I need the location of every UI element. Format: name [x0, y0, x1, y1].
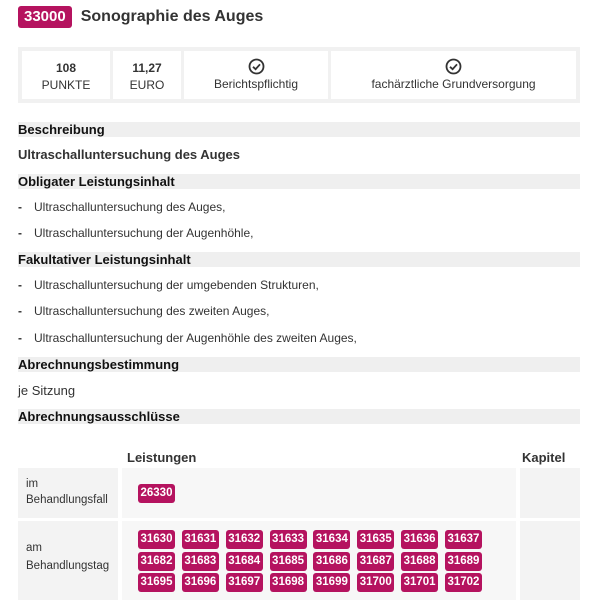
- code-badge-link[interactable]: 31632: [226, 530, 263, 549]
- berichtspflichtig-label: Berichtspflichtig: [213, 77, 299, 91]
- list-item: - Ultraschalluntersuchung der Augenhöhle des zweiten Auges,: [18, 331, 357, 345]
- code-badge: 33000: [18, 6, 72, 28]
- list-item: - Ultraschalluntersuchung der umgebenden Strukturen,: [18, 278, 319, 292]
- check-circle-icon: [331, 58, 576, 75]
- row-leistungen-behandlungstag: [122, 521, 516, 600]
- section-ausschluesse: Abrechnungsausschlüsse: [18, 409, 580, 424]
- list-item: - Ultraschalluntersuchung des zweiten Auges,: [18, 304, 270, 318]
- abrechnungsbestimmung-text: je Sitzung: [18, 383, 76, 398]
- code-badge-link[interactable]: 31683: [182, 552, 219, 571]
- header: [18, 5, 263, 29]
- row-label-behandlungsfall: [18, 468, 118, 518]
- row-kapitel-behandlungstag: [520, 521, 580, 600]
- code-badge-link[interactable]: 26330: [138, 484, 175, 503]
- euro-label: EURO: [129, 78, 165, 92]
- list-item: - Ultraschalluntersuchung des Auges,: [18, 200, 226, 214]
- code-badge-link[interactable]: 31698: [270, 573, 307, 592]
- row-leistungen-behandlungsfall: [122, 468, 516, 518]
- code-badge-link[interactable]: 31700: [357, 573, 394, 592]
- code-badge-link[interactable]: 31696: [182, 573, 219, 592]
- code-badge-link[interactable]: 31689: [445, 552, 482, 571]
- column-header-leistungen: Leistungen: [127, 450, 197, 465]
- euro-value: 11,27: [132, 61, 162, 75]
- code-badge-link[interactable]: 31702: [445, 573, 482, 592]
- row-label-behandlungstag: [18, 521, 118, 600]
- section-abrechnungsbestimmung: Abrechnungsbestimmung: [18, 357, 580, 372]
- row-label-line: Behandlungsfall: [26, 494, 108, 506]
- grundversorgung-label: fachärztliche Grundversorgung: [371, 77, 536, 91]
- page-title: Sonographie des Auges: [80, 8, 264, 25]
- punkte-label: PUNKTE: [41, 78, 91, 92]
- code-badge-link[interactable]: 31701: [401, 573, 438, 592]
- code-badge-link[interactable]: 31695: [138, 573, 175, 592]
- euro-cell: [113, 51, 181, 99]
- row-label-line: am: [26, 542, 42, 554]
- code-badge-link[interactable]: 31685: [270, 552, 307, 571]
- section-obligater: Obligater Leistungsinhalt: [18, 174, 580, 189]
- beschreibung-text: Ultraschalluntersuchung des Auges: [18, 147, 241, 162]
- code-badge-link[interactable]: 31687: [357, 552, 394, 571]
- list-item: - Ultraschalluntersuchung der Augenhöhle,: [18, 226, 254, 240]
- code-badge-link[interactable]: 31637: [445, 530, 482, 549]
- berichtspflichtig-cell: [184, 51, 328, 99]
- info-box: [18, 47, 580, 103]
- row-label-line: Behandlungstag: [26, 560, 110, 572]
- code-badge-link[interactable]: 31699: [313, 573, 350, 592]
- column-header-kapitel: Kapitel: [522, 450, 566, 465]
- grundversorgung-cell: [331, 51, 576, 99]
- code-badge-link[interactable]: 31630: [138, 530, 175, 549]
- punkte-cell: [22, 51, 110, 99]
- code-badge-link[interactable]: 31634: [313, 530, 350, 549]
- code-badge-link[interactable]: 31697: [226, 573, 263, 592]
- code-badge-link[interactable]: 31636: [401, 530, 438, 549]
- section-beschreibung: Beschreibung: [18, 122, 580, 137]
- code-badge-link[interactable]: 31633: [270, 530, 307, 549]
- check-circle-icon: [184, 58, 328, 75]
- code-badge-link[interactable]: 31688: [401, 552, 438, 571]
- section-fakultativer: Fakultativer Leistungsinhalt: [18, 252, 580, 267]
- code-badge-link[interactable]: 31631: [182, 530, 219, 549]
- row-kapitel-behandlungsfall: [520, 468, 580, 518]
- code-badge-link[interactable]: 31686: [313, 552, 350, 571]
- code-badge-link[interactable]: 31635: [357, 530, 394, 549]
- code-badge-link[interactable]: 31684: [226, 552, 263, 571]
- row-label-line: im: [26, 478, 39, 490]
- code-badge-link[interactable]: 31682: [138, 552, 175, 571]
- punkte-value: 108: [55, 61, 77, 75]
